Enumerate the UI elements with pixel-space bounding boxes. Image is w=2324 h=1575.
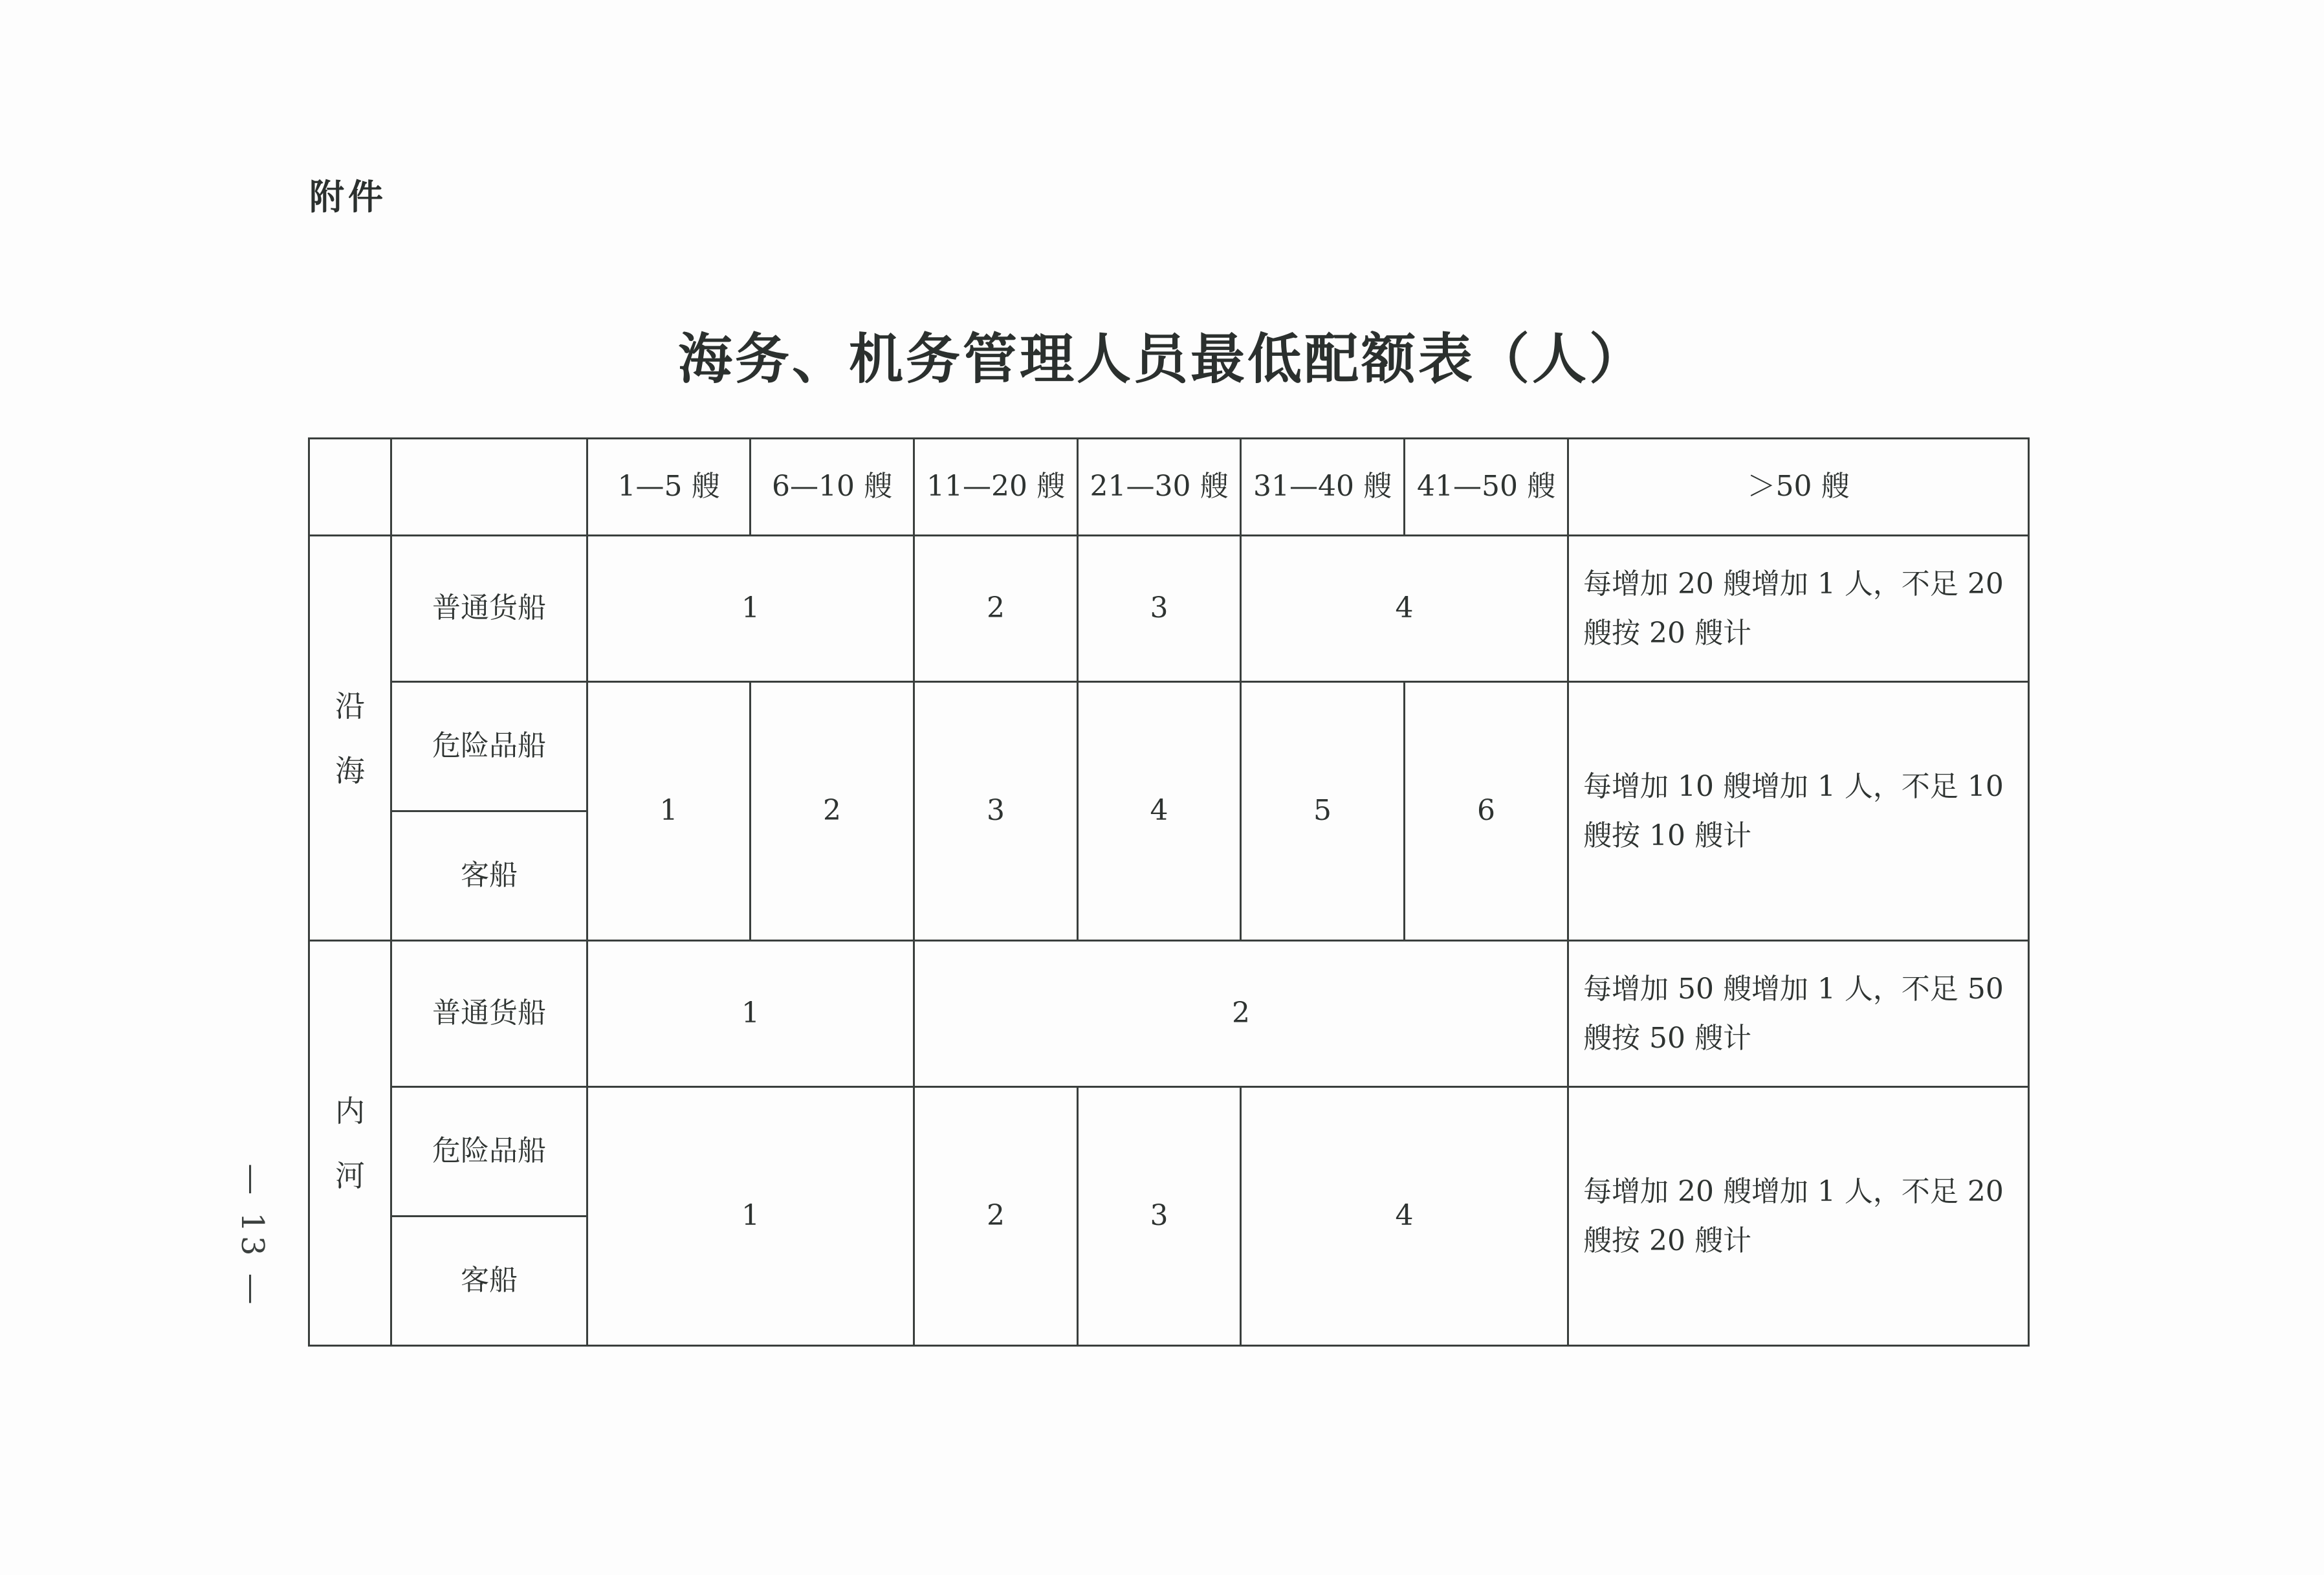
table-cell: 3	[1078, 536, 1241, 682]
ship-type-label: 危险品船	[391, 1087, 587, 1217]
header-range-31-40: 31—40 艘	[1241, 439, 1405, 536]
ship-type-label: 普通货船	[391, 941, 587, 1087]
table-row	[309, 941, 2029, 1087]
table-cell: 4	[1241, 536, 1568, 682]
increment-rule: 每增加 20 艘增加 1 人，不足 20 艘按 20 艘计	[1568, 1087, 2029, 1346]
page-number	[220, 1139, 285, 1333]
header-range-1-5: 1—5 艘	[587, 439, 751, 536]
table-cell: 2	[914, 536, 1078, 682]
table-cell: 1	[587, 941, 914, 1087]
ship-type-label: 客船	[391, 1217, 587, 1346]
header-row	[309, 439, 2029, 536]
table-cell: 1	[587, 682, 751, 941]
table-cell: 1	[587, 536, 914, 682]
table-cell: 5	[1241, 682, 1405, 941]
header-blank-type	[391, 439, 587, 536]
header-range-11-20: 11—20 艘	[914, 439, 1078, 536]
table-row	[309, 1087, 2029, 1217]
ship-type-label: 普通货船	[391, 536, 587, 682]
increment-rule: 每增加 20 艘增加 1 人，不足 20 艘按 20 艘计	[1568, 536, 2029, 682]
region-inland	[309, 941, 391, 1346]
table-cell: 6	[1405, 682, 1568, 941]
table-row	[309, 536, 2029, 682]
table-cell: 4	[1241, 1087, 1568, 1346]
region-char: 内	[335, 1093, 365, 1129]
header-range-over-50: ＞50 艘	[1568, 439, 2029, 536]
header-range-21-30: 21—30 艘	[1078, 439, 1241, 536]
table-cell: 3	[1078, 1087, 1241, 1346]
header-blank-region	[309, 439, 391, 536]
document-title: 海务、机务管理人员最低配额表（人）	[677, 327, 1646, 391]
region-char: 沿	[335, 688, 365, 723]
ship-type-label: 客船	[391, 811, 587, 941]
page-number-text: — 13 —	[234, 1163, 270, 1308]
region-coastal	[309, 536, 391, 941]
quota-table	[308, 437, 2030, 1347]
increment-rule: 每增加 10 艘增加 1 人，不足 10 艘按 10 艘计	[1568, 682, 2029, 941]
header-range-41-50: 41—50 艘	[1405, 439, 1568, 536]
table-cell: 4	[1078, 682, 1241, 941]
table-cell: 2	[914, 941, 1568, 1087]
region-char: 河	[335, 1158, 365, 1193]
table-cell: 3	[914, 682, 1078, 941]
table-row	[309, 682, 2029, 811]
table-cell: 2	[751, 682, 914, 941]
region-char: 海	[335, 753, 365, 788]
annex-label: 附件	[309, 177, 387, 217]
increment-rule: 每增加 50 艘增加 1 人，不足 50 艘按 50 艘计	[1568, 941, 2029, 1087]
table-cell: 1	[587, 1087, 914, 1346]
header-range-6-10: 6—10 艘	[751, 439, 914, 536]
ship-type-label: 危险品船	[391, 682, 587, 811]
table-cell: 2	[914, 1087, 1078, 1346]
